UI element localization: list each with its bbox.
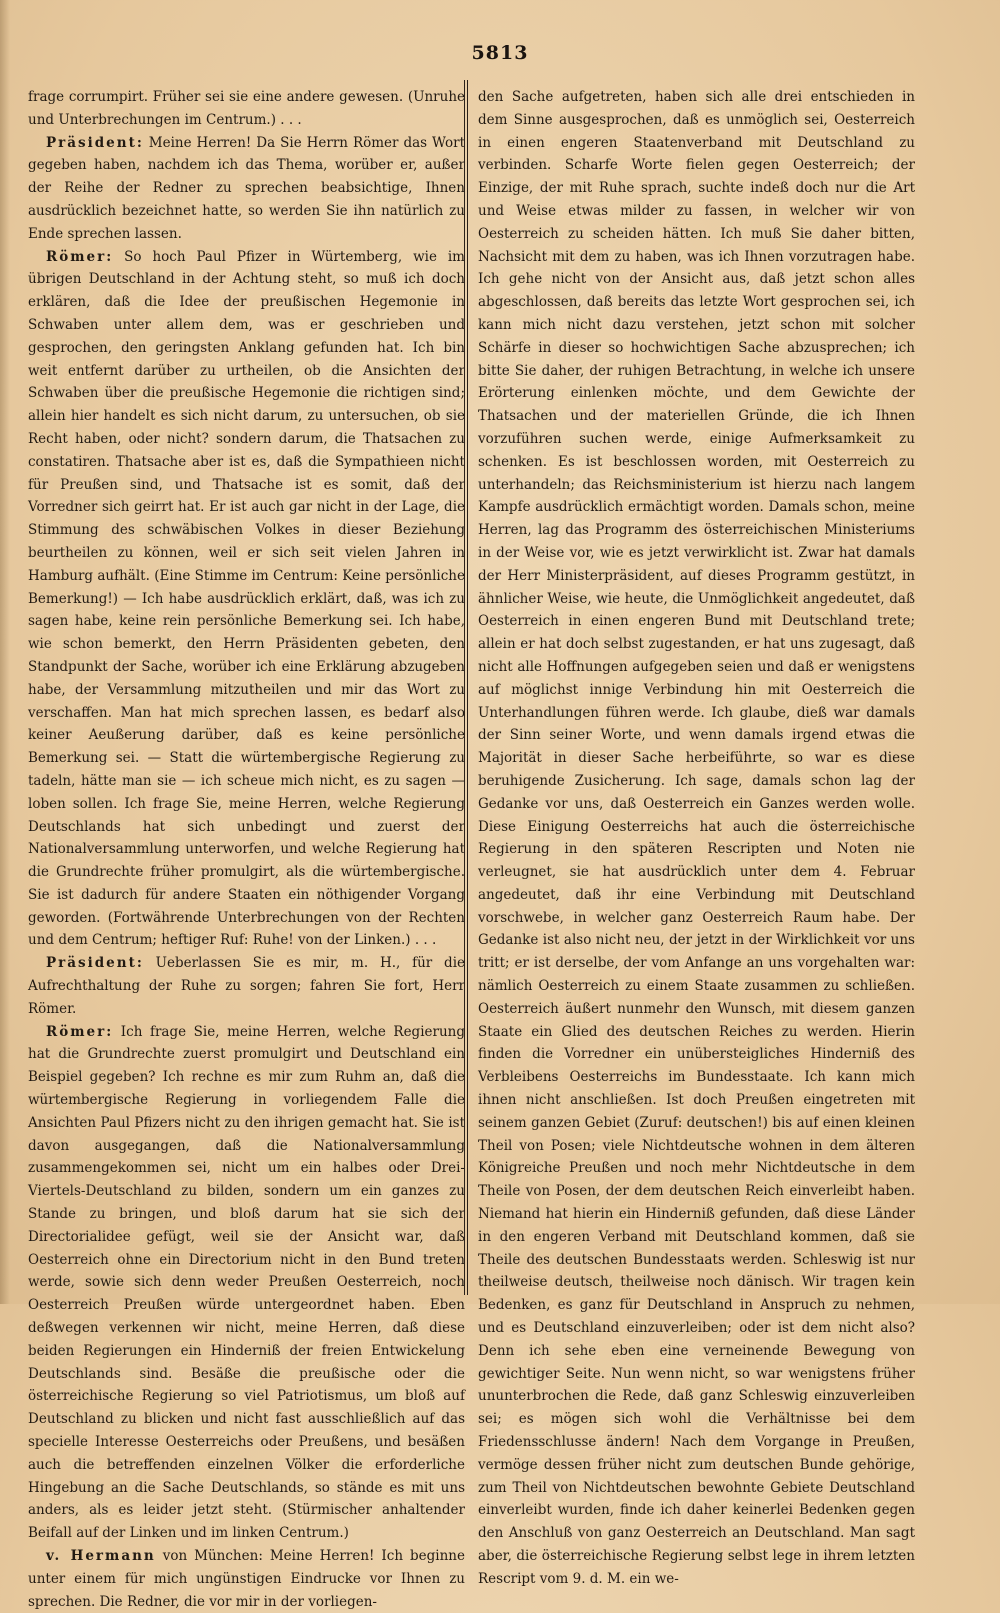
- speaker-name: Präsident:: [46, 134, 144, 151]
- paragraph: [28, 1021, 465, 1545]
- speaker-name: Römer:: [46, 248, 114, 265]
- paragraph: [28, 246, 465, 953]
- speaker-name: Römer:: [46, 1023, 114, 1040]
- paragraph: [478, 86, 915, 1591]
- right-column: [478, 86, 915, 1587]
- paragraph: [28, 952, 465, 1020]
- paragraph-text: von München: Meine Herren! Ich beginne unter einem für mich ungünstigen Eindrucke vor Ihnen zu sprechen. Die Redner, die vor mir in der vorliegen-: [28, 1548, 465, 1610]
- paragraph-text: Ueberlassen Sie es mir, m. H., für die Aufrechthaltung der Ruhe zu sorgen; fahren Sie fort, Herr Römer.: [28, 955, 465, 1017]
- paragraph: [28, 86, 465, 132]
- paragraph-text: den Sache aufgetreten, haben sich alle drei entschieden in dem Sinne ausgesprochen, daß es unmöglich sei, Oesterreich in einen engeren Staatenverband mit Deutschland zu verbinden. Scharfe Worte fielen gegen Oesterreich; der Einzige, der mit Ruhe sprach, suchte indeß doch nur die Art und Weise etwas milder zu fassen, in welcher wir von Oesterreich zu scheiden hätten. Ich muß Sie daher bitten, Nachsicht mit dem zu haben, was ich Ihnen vorzutragen habe. Ich gehe nicht von der Ansicht aus, daß jetzt schon alles abgeschlossen, daß bereits das letzte Wort gesprochen sei, ich kann mich nicht dazu verstehen, jetzt schon mit solcher Schärfe in dieser so hochwichtigen Sache abzusprechen; ich bitte Sie daher, der ruhigen Betrachtung, in welche ich unsere Erörterung einlenken möchte, und dem Gewichte der Thatsachen und der materiellen Gründe, die ich Ihnen vorzuführen suchen werde, einige Aufmerksamkeit zu schenken. Es ist beschlossen worden, mit Oesterreich zu unterhandeln; das Reichsministerium ist hierzu nach langem Kampfe ausdrücklich ermächtigt worden. Damals schon, meine Herren, lag das Programm des österreichischen Ministeriums in der Weise vor, wie es jetzt verwirklicht ist. Zwar hat damals der Herr Ministerpräsident, auf dieses Programm gestützt, in ähnlicher Weise, wie heute, die Unmöglichkeit angedeutet, daß Oesterreich in einen engeren Bund mit Deutschland trete; allein er hat doch selbst zugestanden, er hat uns zugesagt, daß nicht alle Hoffnungen aufgegeben seien und daß er wenigstens auf möglichst innige Verbindung hin mit Oesterreich die Unterhandlungen führen werde. Ich glaube, dieß war damals der Sinn seiner Worte, und wenn damals irgend etwas die Majorität in dieser Sache herbeiführte, so war es diese beruhigende Zusicherung. Ich sage, damals schon lag der Gedanke vor uns, daß Oesterreich ein Ganzes werden wolle. Diese Einigung Oesterreichs hat auch die österreichische Regierung in den späteren Rescripten und Noten nie verleugnet, sie hat ausdrücklich unter dem 4. Februar angedeutet, daß ihr eine Verbindung mit Deutschland vorschwebe, in welcher ganz Oesterreich Raum habe. Der Gedanke ist also nicht neu, der jetzt in der Wirklichkeit vor uns tritt; er ist derselbe, der vom Anfange an uns vorgehalten war: nämlich Oesterreich zu einem Staate zusammen zu schließen. Oesterreich äußert nunmehr den Wunsch, mit diesem ganzen Staate ein Glied des deutschen Reiches zu werden. Hierin finden die Vorredner ein unübersteigliches Hinderniß des Verbleibens Oesterreichs im Bundesstaate. Ich kann mich ihnen nicht anschließen. Ist doch Preußen eingetreten mit seinem ganzen Gebiet (Zuruf: deutschen!) bis auf einen kleinen Theil von Posen; viele Nichtdeutsche wohnen in dem älteren Königreiche Preußen und noch mehr Nichtdeutsche in dem Theile von Posen, der dem deutschen Reich einverleibt haben. Niemand hat hierin ein Hinderniß gefunden, daß diese Länder in den engeren Verband mit Deutschland kommen, daß sie Theile des deutschen Bundesstaats werden. Schleswig ist nur theilweise deutsch, theilweise noch dänisch. Wir tragen kein Bedenken, es ganz für Deutschland in Anspruch zu nehmen, und es Deutschland einzuverleiben; oder ist dem nicht also? Denn ich sehe eben eine verneinende Bewegung von gewichtiger Seite. Nun wenn nicht, so war wenigstens früher ununterbrochen die Rede, daß ganz Schleswig einzuverleiben sei; es mögen sich wohl die Verhältnisse bei dem Friedensschlusse ändern! Nach dem Vorgange in Preußen, vermöge dessen früher nicht zum deutschen Bunde gehörige, zum Theil von Nichtdeutschen bewohnte Gebiete Deutschland einverleibt wurden, finde ich daher keinerlei Bedenken gegen den Anschluß von ganz Oesterreich an Deutschland. Man sagt aber, die österreichische Regierung selbst lege in ihrem letzten Rescript vom 9. d. M. ein we-: [478, 89, 915, 1587]
- paragraph-text: So hoch Paul Pfizer in Würtemberg, wie im übrigen Deutschland in der Achtung steht, so muß ich doch erklären, daß die Idee der preußischen Hegemonie in Schwaben unter allem dem, was er geschrieben und gesprochen, den geringsten Anklang gefunden hat. Ich bin weit entfernt darüber zu urtheilen, ob die Ansichten der Schwaben über die preußische Hegemonie die richtigen sind; allein hier handelt es sich nicht darum, zu untersuchen, ob sie Recht haben, oder nicht? sondern darum, die Thatsachen zu constatiren. Thatsache aber ist es, daß die Sympathieen nicht für Preußen sind, und Thatsache ist es somit, daß der Vorredner sich geirrt hat. Er ist auch gar nicht in der Lage, die Stimmung des schwäbischen Volkes in dieser Beziehung beurtheilen zu können, weil er sich seit vielen Jahren in Hamburg aufhält. (Eine Stimme im Centrum: Keine persönliche Bemerkung!) — Ich habe ausdrücklich erklärt, daß, was ich zu sagen habe, keine rein persönliche Bemerkung sei. Ich habe, wie schon bemerkt, den Herrn Präsidenten gebeten, den Standpunkt der Sache, worüber ich eine Erklärung abzugeben habe, der Versammlung mitzutheilen und mir das Wort zu verschaffen. Man hat mich sprechen lassen, es bedarf also keiner Aeußerung darüber, daß es keine persönliche Bemerkung sei. — Statt die würtembergische Regierung zu tadeln, hätte man sie — ich scheue mich nicht, es zu sagen — loben sollen. Ich frage Sie, meine Herren, welche Regierung Deutschlands hat sich unbedingt und zuerst der Nationalversammlung unterworfen, und welche Regierung hat die Grundrechte früher promulgirt, als die würtembergische. Sie ist dadurch für andere Staaten ein nöthigender Vorgang geworden. (Fortwährende Unterbrechungen von der Rechten und dem Centrum; heftiger Ruf: Ruhe! von der Linken.) . . .: [28, 248, 465, 949]
- paragraph-text: Meine Herren! Da Sie Herrn Römer das Wort gegeben haben, nachdem ich das Thema, worüber er, außer der Reihe der Redner zu sprechen beabsichtige, Ihnen ausdrücklich bezeichnet hatte, so werden Sie ihn natürlich zu Ende sprechen lassen.: [28, 134, 465, 242]
- speaker-name: Präsident:: [46, 955, 144, 972]
- page-fold-shadow: [0, 0, 10, 1304]
- page-number: 5813: [471, 42, 529, 64]
- speaker-name: v. Hermann: [46, 1548, 156, 1564]
- paragraph-text: frage corrumpirt. Früher sei sie eine andere gewesen. (Unruhe und Unterbrechungen im Centrum.) . . .: [28, 89, 465, 128]
- column-divider: [464, 80, 468, 1295]
- left-column: [28, 86, 465, 1610]
- paragraph: [28, 1545, 465, 1613]
- paragraph: [28, 132, 465, 246]
- paragraph-text: Ich frage Sie, meine Herren, welche Regierung hat die Grundrechte zuerst promulgirt und Deutschland ein Beispiel gegeben? Ich rechne es mir zum Ruhm an, daß die würtembergische Regierung in vorliegendem Falle die Ansichten Paul Pfizers nicht zu den ihrigen gemacht hat. Sie ist davon ausgegangen, daß die Nationalversammlung zusammengekommen sei, nicht um ein halbes oder Drei-Viertels-Deutschland zu bilden, sondern um ein ganzes zu Stande zu bringen, und bloß darum hat sie sich der Directorialidee gefügt, weil sie der Ansicht war, daß Oesterreich ohne ein Directorium nicht in den Bund treten werde, sowie sich denn weder Preußen Oesterreich, noch Oesterreich Preußen würde untergeordnet haben. Eben deßwegen verkennen wir nicht, meine Herren, daß diese beiden Regierungen ein Hinderniß der freien Entwickelung Deutschlands sind. Besäße die preußische oder die österreichische Regierung so viel Patriotismus, um bloß auf Deutschland zu blicken und nicht fast ausschließlich auf das specielle Interesse Oesterreichs oder Preußens, und besäßen auch die betreffenden einzelnen Völker die erforderliche Hingebung an die Sache Deutschlands, so stände es mit uns anders, als es leider jetzt steht. (Stürmischer anhaltender Beifall auf der Linken und im linken Centrum.): [28, 1023, 465, 1542]
